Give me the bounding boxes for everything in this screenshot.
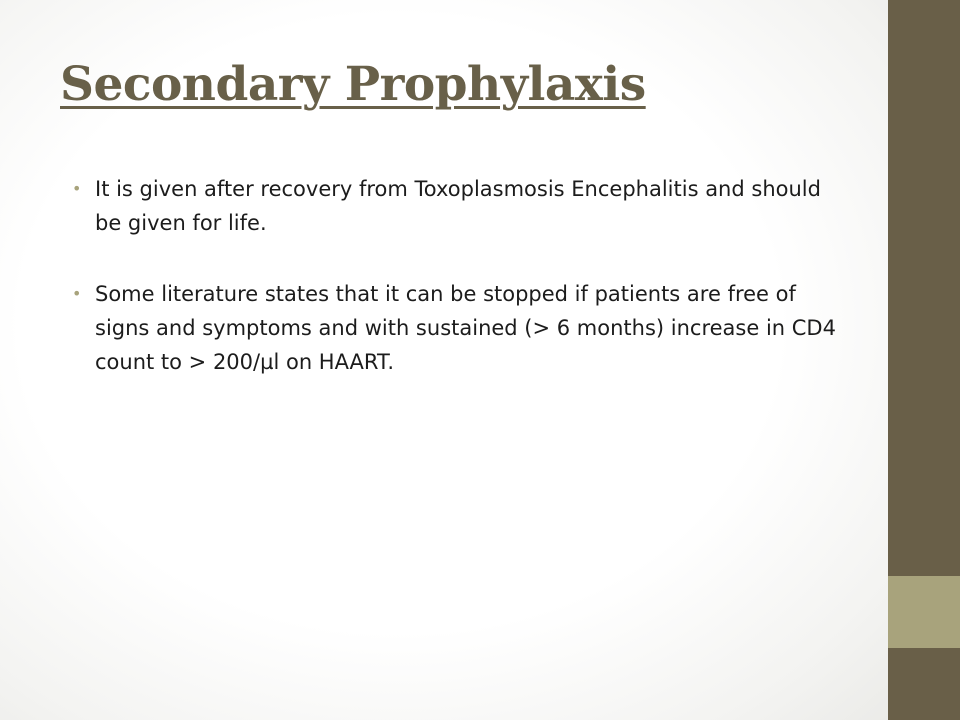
bullet-item [72,277,842,379]
bullet-dot-icon: • [72,179,82,198]
slide-title: Secondary Prophylaxis [60,57,646,112]
bullet-dot-icon: • [72,284,82,303]
bullet-item [72,172,842,240]
sidebar-accent-band [888,576,960,648]
bullet-list [72,172,842,379]
bullet-text: Some literature states that it can be stopped if patients are free of signs and symptoms and with sustained (> 6 months) increase in CD4 count to > 200/µl on HAART. [95,282,836,374]
bullet-text: It is given after recovery from Toxoplasmosis Encephalitis and should be given for life. [95,177,821,235]
